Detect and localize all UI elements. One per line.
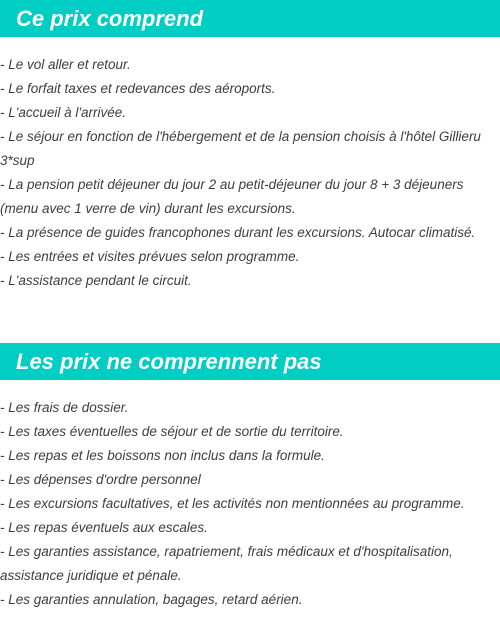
- list-item: - Le vol aller et retour.: [0, 57, 131, 72]
- list-item: - Le séjour en fonction de l'hébergement et de la pension choisis à l'hôtel Gillieru 3*sup: [0, 129, 481, 168]
- list-item: - La présence de guides francophones durant les excursions. Autocar climatisé.: [0, 225, 476, 240]
- list-item: - Les dépenses d'ordre personnel: [0, 472, 201, 487]
- list-item: - Les frais de dossier.: [0, 400, 129, 415]
- list-item: - Les garanties assistance, rapatriement, frais médicaux et d'hospitalisation, assistance juridique et pénale.: [0, 544, 453, 583]
- list-item: - La pension petit déjeuner du jour 2 au petit-déjeuner du jour 8 + 3 déjeuners (menu avec 1 verre de vin) durant les excursions.: [0, 177, 464, 216]
- list-item: - Les repas et les boissons non inclus dans la formule.: [0, 448, 325, 463]
- list-item: - Le forfait taxes et redevances des aéroports.: [0, 81, 276, 96]
- list-item: - Les excursions facultatives, et les activités non mentionnées au programme.: [0, 496, 465, 511]
- included-list: [0, 53, 500, 293]
- list-item: - Les repas éventuels aux escales.: [0, 520, 208, 535]
- excluded-list: [0, 396, 500, 612]
- excluded-section-title: Les prix ne comprennent pas: [0, 343, 500, 380]
- list-item: - L'assistance pendant le circuit.: [0, 273, 192, 288]
- list-item: - Les garanties annulation, bagages, retard aérien.: [0, 592, 303, 607]
- list-item: - L'accueil à l'arrivée.: [0, 105, 126, 120]
- list-item: - Les entrées et visites prévues selon programme.: [0, 249, 300, 264]
- list-item: - Les taxes éventuelles de séjour et de sortie du territoire.: [0, 424, 344, 439]
- included-section-title: Ce prix comprend: [0, 0, 500, 37]
